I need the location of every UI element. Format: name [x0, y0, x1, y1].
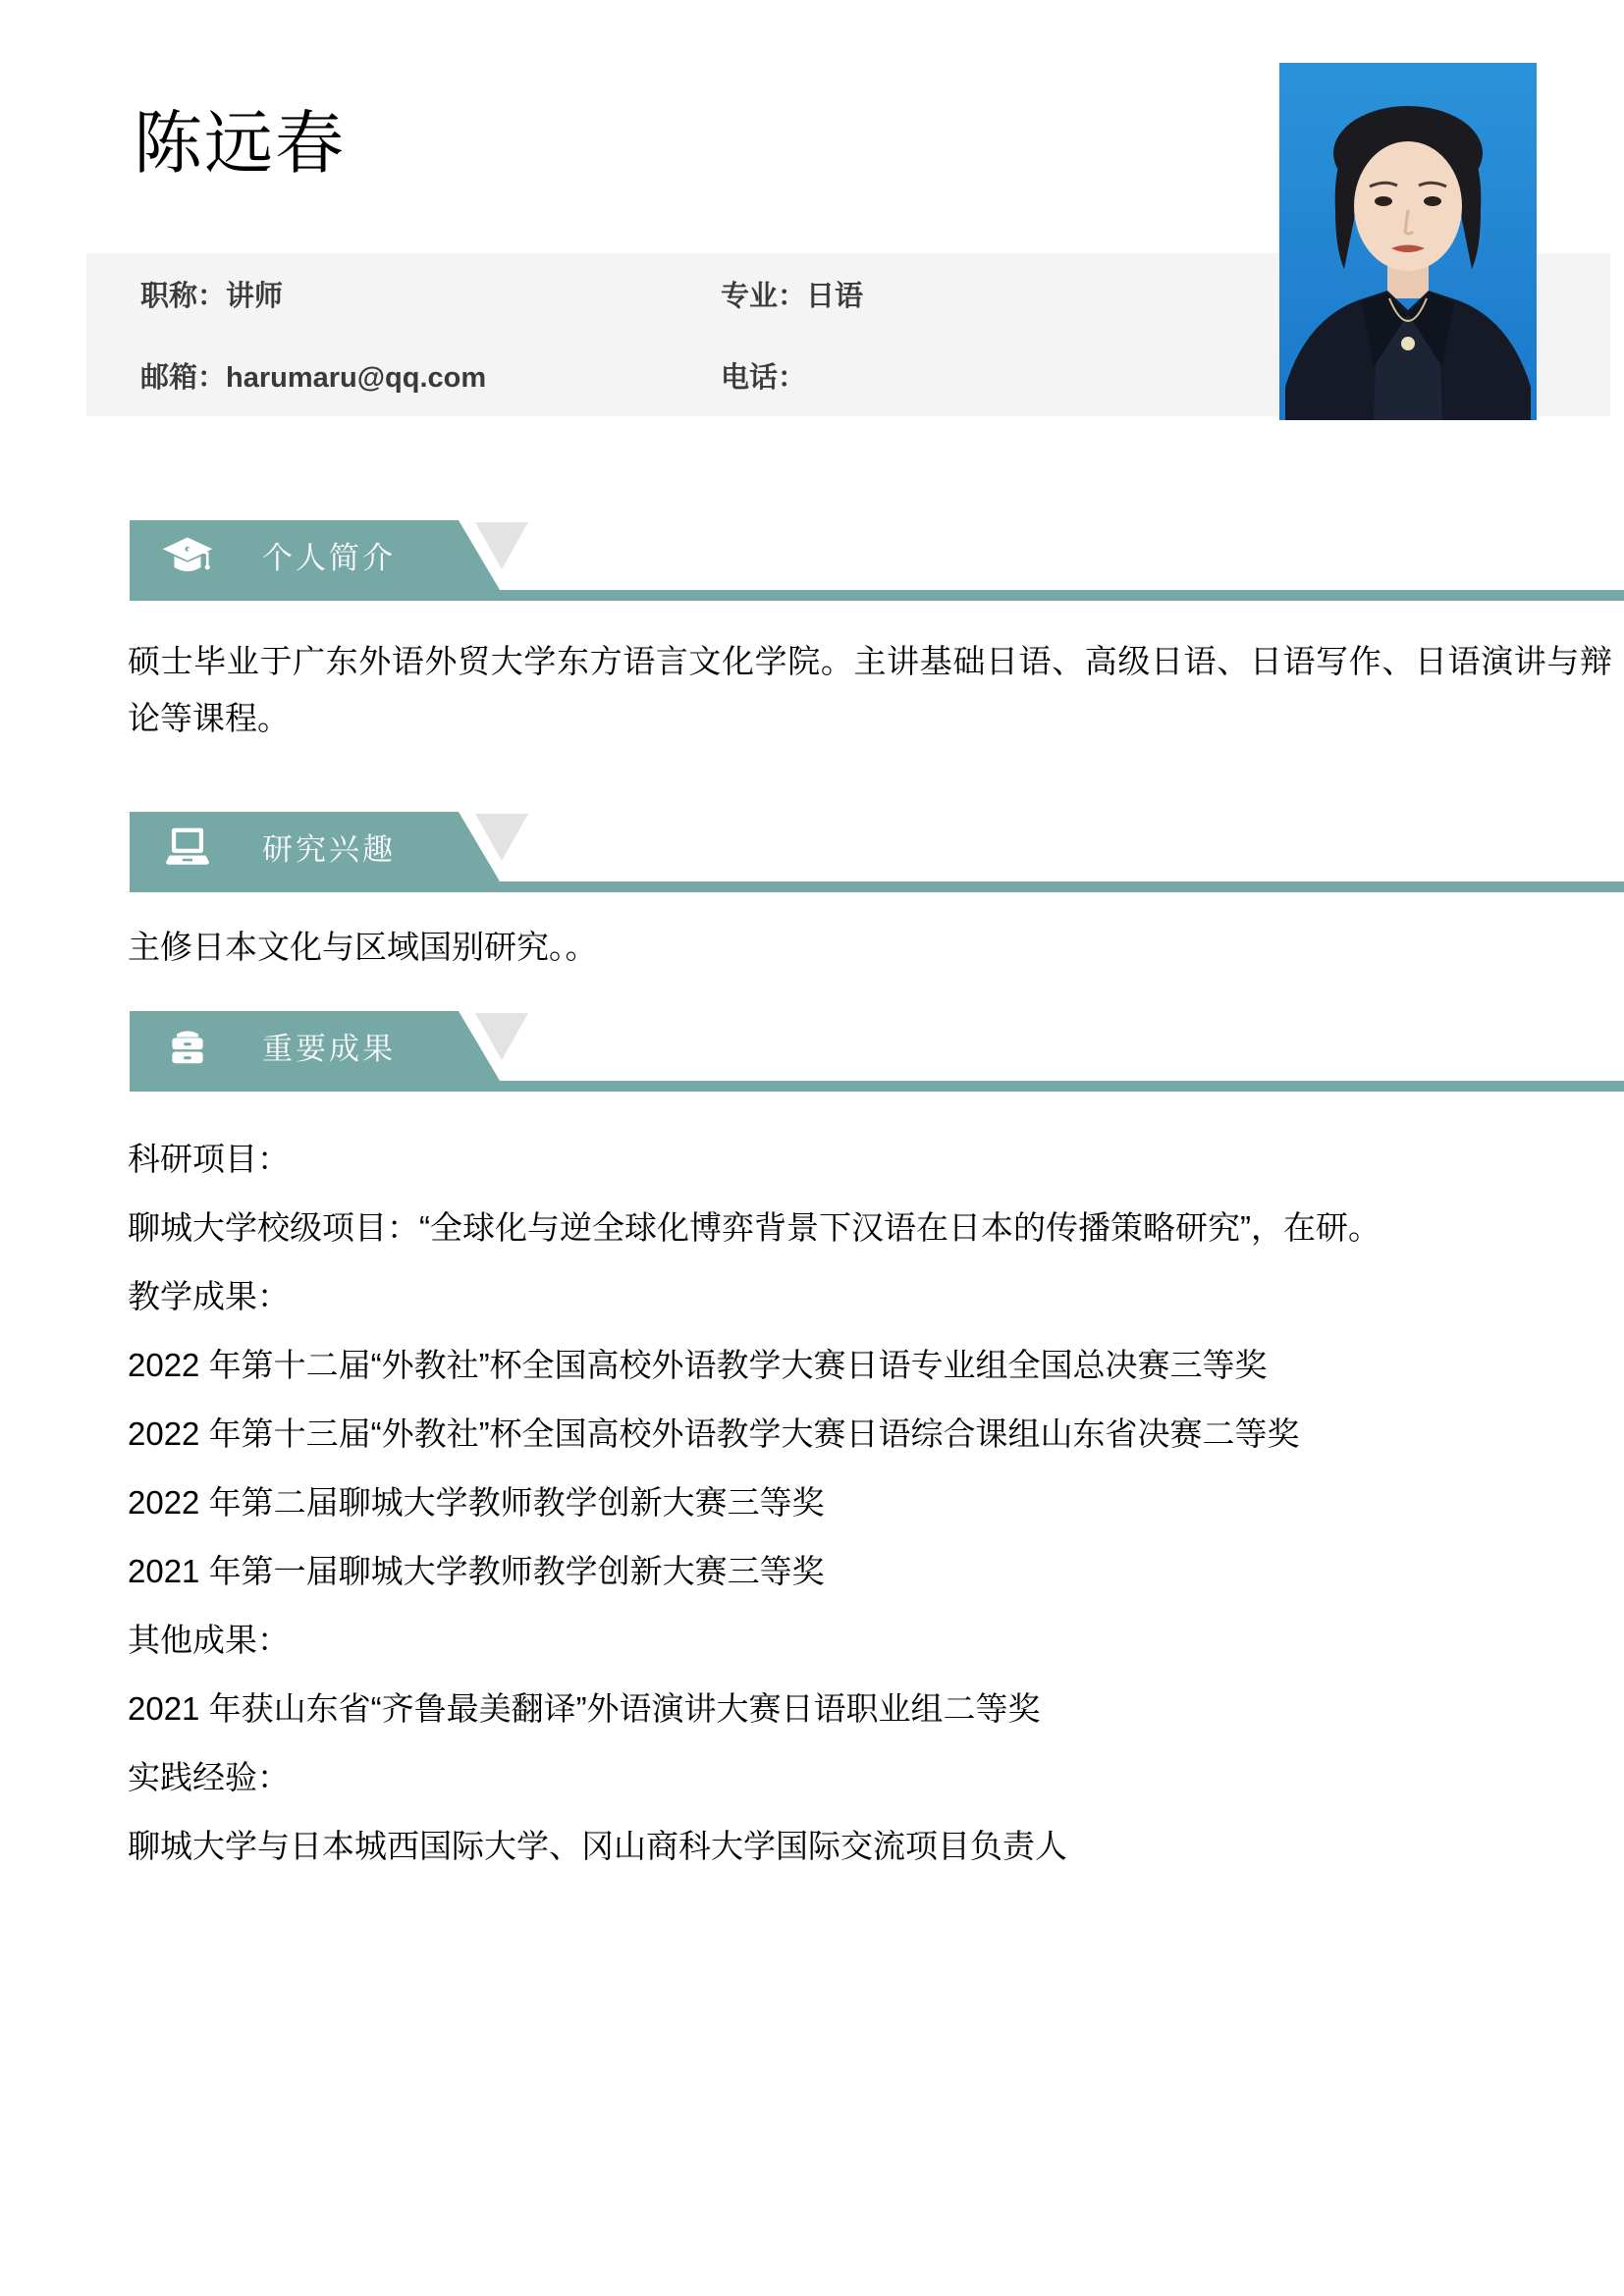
- job-title-field: 职称：讲师: [140, 281, 284, 312]
- laptop-icon: [160, 824, 215, 871]
- achievement-line: 实践经验：: [128, 1759, 290, 1795]
- research-interests-paragraph: 主修日本文化与区域国别研究。。: [128, 929, 598, 965]
- section-title: 个人简介: [262, 541, 396, 575]
- archive-icon: [160, 1023, 215, 1070]
- section-header-achievements: [130, 1011, 1624, 1092]
- achievement-line: 其他成果：: [128, 1622, 290, 1658]
- section-title: 研究兴趣: [262, 832, 396, 867]
- phone-field: 电话：: [721, 362, 807, 394]
- profile-section-body: [128, 633, 1612, 759]
- person-name: 陈远春: [134, 105, 346, 182]
- graduation-cap-icon: [160, 532, 215, 579]
- email-field: 邮箱：harumaru@qq.com: [140, 362, 487, 394]
- achievement-line: 2021 年获山东省“齐鲁最美翻译”外语演讲大赛日语职业组二等奖: [128, 1690, 1041, 1727]
- achievement-line: 2021 年第一届聊城大学教师教学创新大赛三等奖: [128, 1553, 825, 1589]
- section-header-research-interests: [130, 812, 1624, 892]
- achievement-line: 教学成果：: [128, 1278, 290, 1314]
- profile-photo: [1279, 63, 1537, 420]
- achievement-line: 2022 年第十二届“外教社”杯全国高校外语教学大赛日语专业组全国总决赛三等奖: [128, 1347, 1268, 1383]
- achievement-line: 聊城大学校级项目：“全球化与逆全球化博弈背景下汉语在日本的传播策略研究”，在研。: [128, 1209, 1380, 1246]
- major-field: 专业：日语: [721, 281, 864, 312]
- profile-paragraph: 硕士毕业于广东外语外贸大学东方语言文化学院。主讲基础日语、高级日语、日语写作、日语演讲与辩论等课程。: [128, 643, 1612, 736]
- achievement-line: 聊城大学与日本城西国际大学、冈山商科大学国际交流项目负责人: [128, 1828, 1067, 1864]
- section-header-profile: [130, 520, 1624, 601]
- achievements-section-body: [128, 1131, 1612, 1887]
- achievement-line: 2022 年第十三届“外教社”杯全国高校外语教学大赛日语综合课组山东省决赛二等奖: [128, 1415, 1300, 1452]
- achievement-line: 2022 年第二届聊城大学教师教学创新大赛三等奖: [128, 1484, 825, 1521]
- section-title: 重要成果: [262, 1032, 396, 1066]
- achievement-line: 科研项目：: [128, 1141, 290, 1177]
- research-interests-section-body: [128, 919, 1612, 988]
